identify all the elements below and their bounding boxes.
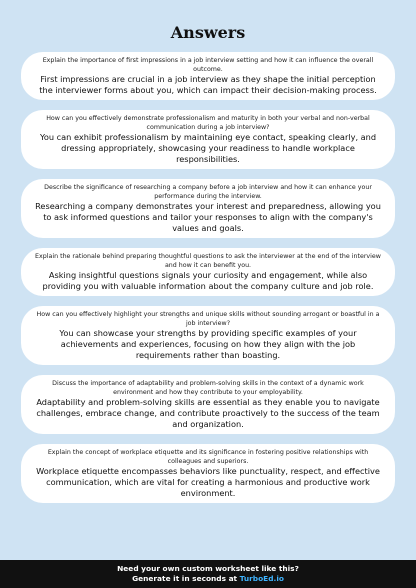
qa-card-3 xyxy=(21,179,395,238)
answer-text: Adaptability and problem-solving skills are essential as they enable you to navigate challenges, embrace change, and contribute proactively to the success of the team and organization. xyxy=(36,397,380,429)
qa-list xyxy=(21,52,395,513)
footer-promo-text: Need your own custom worksheet like this? xyxy=(117,564,299,573)
answer-text: Researching a company demonstrates your interest and preparedness, allowing you to ask informed questions and tailor your responses to align with the company's values and goals. xyxy=(35,201,381,233)
question-text: Explain the importance of first impressions in a job interview setting and how it can influence the overall outcome. xyxy=(42,57,374,73)
answer-text: Asking insightful questions signals your curiosity and engagement, while also providing you with valuable information about the company culture and job role. xyxy=(42,270,374,291)
qa-card-7 xyxy=(21,444,395,503)
qa-card-5 xyxy=(21,306,395,365)
question-text: Explain the concept of workplace etiquette and its significance in fostering positive relationships with colleagues and superiors. xyxy=(47,449,369,465)
answer-text: Workplace etiquette encompasses behaviors like punctuality, respect, and effective communication, which are vital for creating a harmonious and productive work environment. xyxy=(36,466,380,498)
answer-text: You can exhibit professionalism by maintaining eye contact, speaking clearly, and dressing appropriately, showcasing your readiness to handle workplace responsibilities. xyxy=(39,132,377,164)
turboed-link[interactable]: TurboEd.io xyxy=(239,574,284,583)
page-title: Answers xyxy=(170,23,246,42)
question-text: Discuss the importance of adaptability and problem-solving skills in the context of a dynamic work environment and how they contribute to your employability. xyxy=(52,380,364,396)
footer-cta-line xyxy=(0,574,416,584)
qa-card-2 xyxy=(21,110,395,169)
footer-banner xyxy=(0,560,416,588)
question-text: How can you effectively demonstrate professionalism and maturity in both your verbal and non-verbal communication during a job interview? xyxy=(46,115,370,131)
answer-text: You can showcase your strengths by providing specific examples of your achievements and experiences, focusing on how they align with the job requirements rather than boasting. xyxy=(59,328,357,360)
qa-card-6 xyxy=(21,375,395,434)
qa-card-1 xyxy=(21,52,395,100)
question-text: Describe the significance of researching a company before a job interview and how it can enhance your performance during the interview. xyxy=(44,184,372,200)
question-text: Explain the rationale behind preparing thoughtful questions to ask the interviewer at the end of the interview and how it can benefit you. xyxy=(35,253,381,269)
question-text: How can you effectively highlight your strengths and unique skills without sounding arrogant or boastful in a job interview? xyxy=(36,311,380,327)
qa-card-4 xyxy=(21,248,395,296)
answer-text: First impressions are crucial in a job interview as they shape the initial perception the interviewer forms about you, which can impact their decision-making process. xyxy=(39,74,377,95)
footer-cta-text: Generate it in seconds at xyxy=(132,574,240,583)
